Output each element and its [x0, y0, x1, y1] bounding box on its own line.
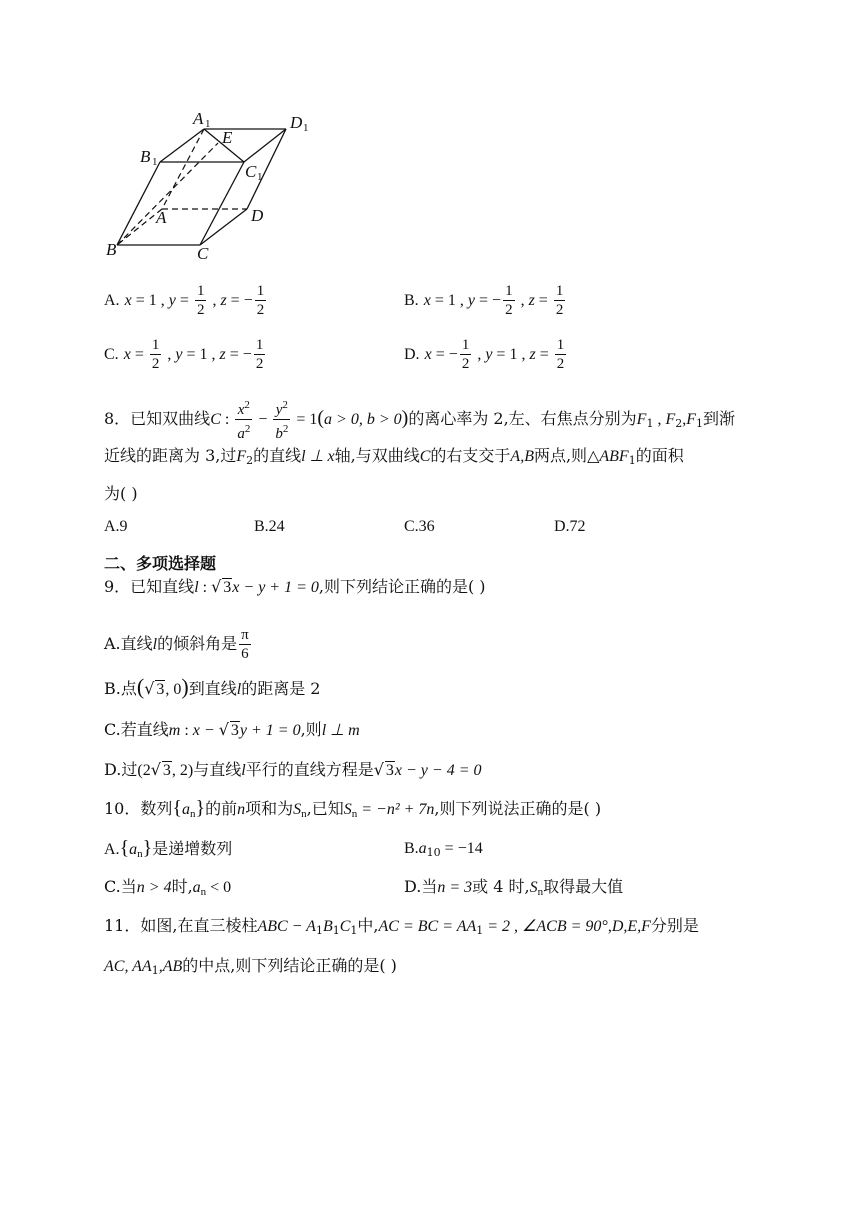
q8-stem-line2: 近线的距离为 3,过$F_2$的直线l ⊥ x轴,与双曲线C的右支交于A,B两点,则$\triangle ABF_1$的面积 — [104, 446, 684, 467]
label-b1-sub: 1 — [152, 156, 158, 168]
text: ,则下列结论正确的是( ) — [318, 577, 486, 596]
perp-expr: l ⊥ x — [301, 448, 335, 465]
label-d: D — [251, 206, 264, 225]
text: 9．已知直线 — [104, 577, 195, 596]
label-d1: D — [290, 113, 303, 132]
text: A.直线 — [104, 634, 153, 653]
text: 两点,则 — [533, 446, 588, 465]
var-c: C — [210, 411, 221, 428]
text: 时, — [171, 877, 193, 896]
label-e: E — [222, 128, 233, 147]
label-b: B — [106, 240, 117, 259]
fraction: $\frac{1}{2}$ — [255, 337, 264, 372]
q11-stem-line2: AC, $AA_1,AB$的中点,则下列结论正确的是( ) — [104, 956, 397, 977]
q8-stem-line1: 8．已知双曲线C : $\frac{x^2}{a^2}$ − $\frac{y^2}{b^2}$ = 1(a > 0, b > 0)的离心率为 2,左、右焦点分别为$F_1$ , $F_2,F_1$到渐 — [104, 396, 735, 443]
text: 到渐 — [703, 409, 736, 428]
eq: = 1 , — [492, 346, 530, 363]
eq: = — [130, 346, 148, 363]
text: ,则 — [300, 720, 322, 739]
section-heading: 二、多项选择题 — [104, 554, 217, 573]
text: 轴,与双曲线 — [334, 446, 420, 465]
text: 的右支交于 — [430, 446, 511, 465]
colon: : — [220, 411, 234, 428]
text: 是递增数列 — [152, 839, 233, 858]
option-letter: B. — [404, 292, 419, 309]
option-letter: C. — [104, 346, 119, 363]
text: 为( ) — [104, 484, 138, 503]
q10-option-a[interactable]: $A.\{a_n\}$是递增数列 — [104, 837, 233, 860]
parallelepiped-figure — [100, 105, 320, 265]
var-x: x — [424, 346, 432, 363]
q7-option-c[interactable]: C. x = $\frac{1}{2}$ , y = 1 , z = − $\frac{1}{2}$ — [104, 337, 264, 372]
fraction-y2-b2: $\frac{y^2}{b^2}$ — [273, 396, 290, 443]
q9-stem: 9．已知直线l : √ 3x − y + 1 = 0,则下列结论正确的是( ) — [104, 577, 486, 596]
q7-option-d[interactable]: D. x = − $\frac{1}{2}$ , y = 1 , z = $\frac{1}{2}$ — [404, 337, 565, 372]
text: C.当 — [104, 877, 137, 896]
text: ,则下列说法正确的是( ) — [434, 799, 602, 818]
text: ,已知 — [306, 799, 344, 818]
text: 10．数列 — [104, 799, 173, 818]
var-y: y — [485, 346, 493, 363]
q9-option-b[interactable]: B.点(√ 3, 0)到直线l的距离是 2 — [104, 674, 321, 699]
eq: = 1 , — [182, 346, 220, 363]
text: 分别是 — [650, 916, 699, 935]
eq: = − — [225, 346, 252, 363]
option-letter: A. — [104, 292, 120, 309]
q8-option-c[interactable]: C.36 — [404, 518, 435, 535]
text: 中, — [357, 916, 379, 935]
eq: = − — [226, 292, 253, 309]
eq: = 1 , — [131, 292, 169, 309]
var-z: z — [528, 292, 535, 309]
label-c1-sub: 1 — [257, 171, 263, 183]
fraction-x2-a2: $\frac{x^2}{a^2}$ — [235, 396, 252, 443]
fraction: $\frac{1}{2}$ — [555, 283, 564, 318]
text: 平行的直线方程是 — [245, 760, 374, 779]
text: B.点 — [104, 679, 137, 698]
text: 11．如图,在直三棱柱 — [104, 916, 258, 935]
label-c1: C — [245, 162, 257, 181]
equation: x − y − 4 = 0 — [394, 762, 482, 779]
q11-stem-line1: 11．如图,在直三棱柱ABC − $A_1B_1C_1$中,AC = BC = $AA_1 = 2$ , ∠ACB = 90°,D,E,F分别是 — [104, 916, 699, 937]
fraction: $\frac{1}{2}$ — [556, 337, 565, 372]
var-y: y — [168, 292, 176, 309]
perp-expr: l ⊥ m — [321, 722, 360, 739]
q8-option-d[interactable]: D.72 — [554, 518, 586, 535]
text: 到直线 — [188, 679, 237, 698]
triangle-icon: △ — [587, 448, 600, 465]
text: 取得最大值 — [543, 877, 624, 896]
q8-stem-line3 — [104, 483, 138, 505]
equation: = −n² + 7n — [357, 801, 435, 818]
var-y: y — [467, 292, 476, 309]
eq: = 1 — [292, 411, 318, 428]
eq: = − — [431, 346, 458, 363]
label-a: A — [156, 208, 167, 227]
var-z: z — [529, 346, 536, 363]
q9-option-d[interactable]: D.过(2√ 3, 2)与直线l平行的直线方程是√ 3x − y − 4 = 0 — [104, 760, 482, 779]
text: 8．已知双曲线 — [104, 409, 211, 428]
var-x: x — [423, 292, 431, 309]
text: 的面积 — [635, 446, 684, 465]
text: 的直线 — [253, 446, 302, 465]
fraction-pi-6: $\frac{\pi}{6}$ — [241, 627, 249, 662]
q9-option-a[interactable]: A.直线l的倾斜角是 $\frac{\pi}{6}$ — [104, 627, 249, 662]
text: 的中点,则下列结论正确的是( ) — [182, 956, 397, 975]
q10-stem: 10．数列$\{a_n\}$的前n项和为$S_n$,已知$S_n = -n^2 + 7n$,则下列说法正确的是( ) — [104, 797, 602, 820]
q10-option-c[interactable]: C.当n > 4时$,a_n < 0$ — [104, 877, 232, 898]
equation: x − y + 1 = 0 — [232, 579, 319, 596]
fraction: $\frac{1}{2}$ — [461, 337, 470, 372]
q8-option-a[interactable]: A.9 — [104, 518, 128, 535]
label-a1: A — [193, 109, 204, 128]
text: 近线的距离为 3,过 — [104, 446, 237, 465]
eq: = — [175, 292, 193, 309]
var-y: y — [175, 346, 183, 363]
q10-option-b[interactable]: $B.a_{10} = -14$ — [404, 840, 483, 859]
text: 的前 — [205, 799, 238, 818]
fraction: $\frac{1}{2}$ — [256, 283, 265, 318]
var-x: x — [124, 292, 132, 309]
q10-option-d[interactable]: D.当n = 3或 4 时$,S_n$取得最大值 — [404, 877, 624, 898]
minus: − — [254, 411, 272, 428]
option-letter: D. — [404, 346, 420, 363]
eq: = 1 , — [430, 292, 468, 309]
text: 与直线 — [193, 760, 242, 779]
q7-option-a[interactable]: A. x = 1 , y = $\frac{1}{2}$ , z = − $\frac{1}{2}$ — [104, 283, 265, 318]
fraction: $\frac{1}{2}$ — [505, 283, 513, 318]
q7-option-b[interactable]: B. x = 1 , y = − $\frac{1}{2}$ , z = $\frac{1}{2}$ — [404, 283, 564, 318]
text: C.若直线 — [104, 720, 169, 739]
q9-option-c[interactable]: C.若直线m : x − √ 3y + 1 = 0,则l ⊥ m — [104, 720, 360, 739]
condition: a > 0, b > 0 — [324, 411, 402, 428]
label-d1-sub: 1 — [303, 122, 309, 134]
var-z: z — [220, 292, 227, 309]
label-a1-sub: 1 — [205, 118, 211, 130]
var-z: z — [219, 346, 226, 363]
text: 的倾斜角是 — [157, 634, 238, 653]
eq: = − — [475, 292, 502, 309]
label-c: C — [197, 244, 209, 263]
text: 的离心率为 2,左、右焦点分别为 — [408, 409, 637, 428]
eq: = — [535, 346, 553, 363]
text: D.过 — [104, 760, 138, 779]
q8-option-b[interactable]: B.24 — [254, 518, 285, 535]
label-b1: B — [140, 147, 151, 166]
eq: = — [534, 292, 552, 309]
text: D.当 — [404, 877, 438, 896]
var-x: x — [123, 346, 131, 363]
fraction: $\frac{1}{2}$ — [151, 337, 160, 372]
fraction: $\frac{1}{2}$ — [196, 283, 205, 318]
text: 或 4 时, — [472, 877, 530, 896]
text: 的距离是 2 — [241, 679, 321, 698]
text: 项和为 — [245, 799, 294, 818]
